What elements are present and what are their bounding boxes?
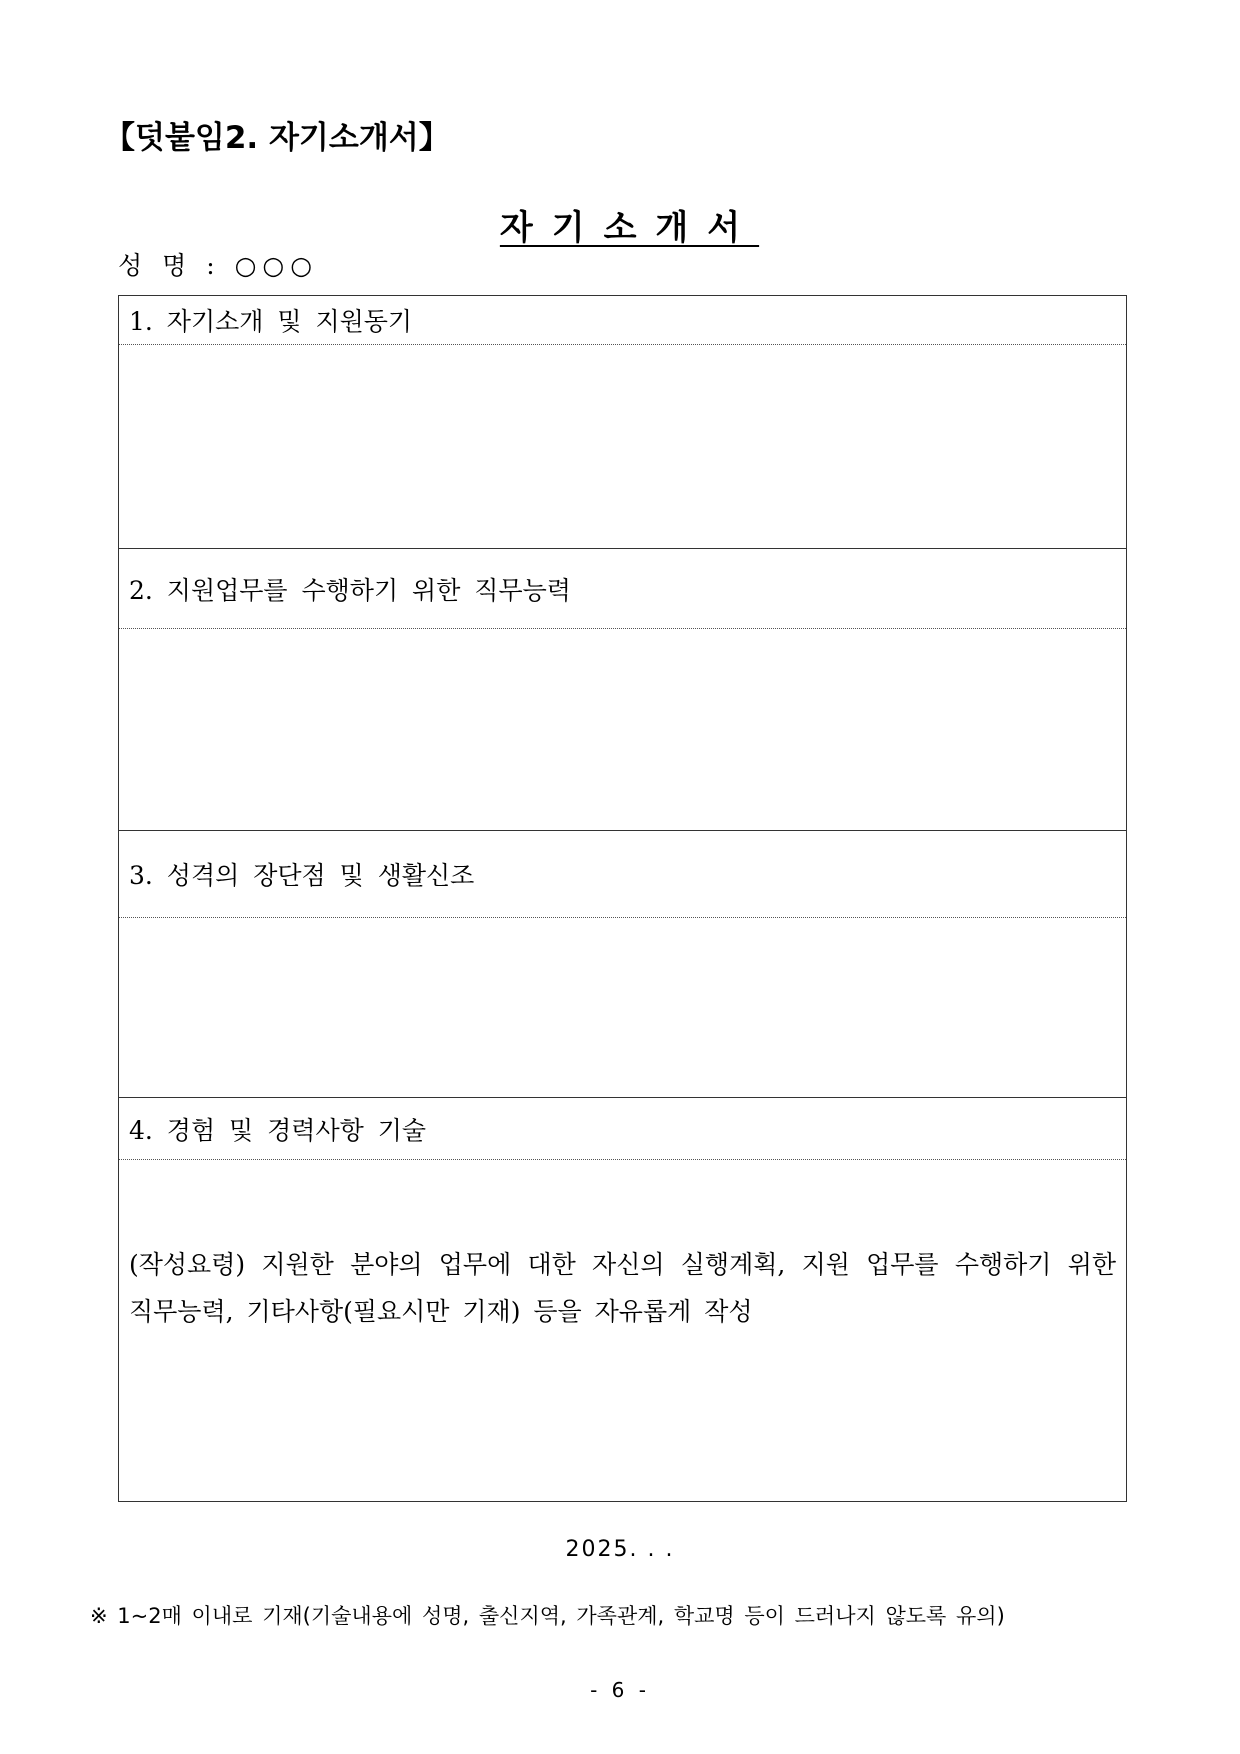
section-4-heading [119,1098,1126,1160]
section-4-heading-text: 4. 경험 및 경력사항 기술 [129,1115,426,1145]
name-line: 성 명 : ○○○ [118,251,319,280]
section-2-heading-text: 2. 지원업무를 수행하기 위한 직무능력 [129,575,571,605]
footnote: ※ 1~2매 이내로 기재(기술내용에 성명, 출신지역, 가족관계, 학교명 등이 드러나지 않도록 유의) [90,1604,1005,1628]
writing-guide: (작성요령) 지원한 분야의 업무에 대한 자신의 실행계획, 지원 업무를 수행하기 위한 직무능력, 기타사항(필요시만 기재) 등을 자유롭게 작성 [129,1250,1116,1326]
section-4-answer-area[interactable] [119,1161,1126,1500]
document-title [0,200,1240,249]
section-1-heading-text: 1. 자기소개 및 지원동기 [129,307,413,336]
section-1-answer-area[interactable] [119,346,1126,548]
section-2-heading [119,549,1126,629]
attachment-label: 【덧붙임2. 자기소개서】 [104,120,450,156]
page-number: - 6 - [590,1678,650,1702]
section-2-answer-area[interactable] [119,630,1126,830]
document-title-text: 자기소개서 [499,208,760,248]
section-1 [119,296,1126,549]
section-3 [119,831,1126,1098]
section-4 [119,1098,1126,1500]
section-2 [119,549,1126,831]
date-line: 2025. . . [565,1537,675,1562]
section-1-heading [119,296,1126,345]
section-3-heading [119,831,1126,918]
section-3-heading-text: 3. 성격의 장단점 및 생활신조 [129,861,475,890]
self-introduction-form [118,295,1127,1502]
section-3-answer-area[interactable] [119,919,1126,1097]
